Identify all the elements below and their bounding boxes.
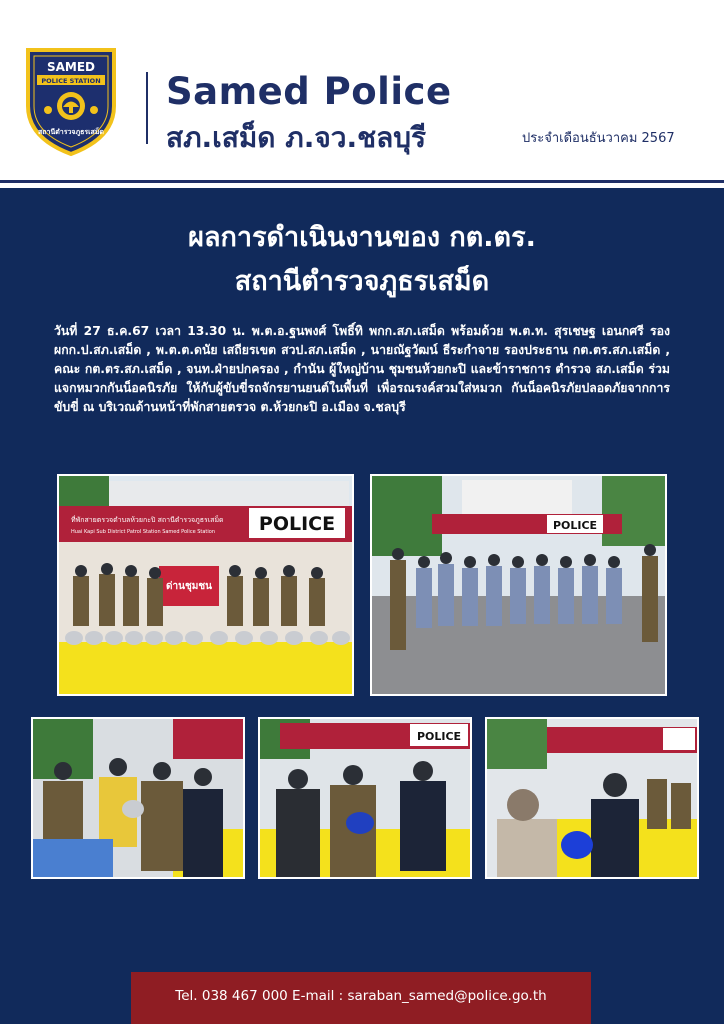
- header-divider-line: [146, 72, 148, 144]
- headline-line-2: สถานีตำรวจภูธรเสม็ด: [234, 266, 490, 297]
- issue-date: ประจำเดือนธันวาคม 2567: [522, 131, 675, 146]
- contact-info: Tel. 038 467 000 E-mail : saraban_samed@police.go.th: [175, 988, 547, 1004]
- photo-handover-1: [31, 717, 245, 879]
- brand-subtitle: สภ.เสม็ด ภ.จว.ชลบุรี: [166, 121, 427, 154]
- photo-group-front: [57, 474, 354, 696]
- svg-text:POLICE STATION: POLICE STATION: [41, 77, 101, 85]
- svg-text:สถานีตำรวจภูธรเสม็ด: สถานีตำรวจภูธรเสม็ด: [38, 128, 104, 136]
- header-rule: [0, 180, 724, 183]
- headline: [0, 216, 724, 304]
- report-paragraph: วันที่ 27 ธ.ค.67 เวลา 13.30 น. พ.ต.อ.ฐนพงศ์ โพธิ์ทิ พกก.สภ.เสม็ด พร้อมด้วย พ.ต.ท. สุรเชษฐ เอนกศรี รอง ผกก.ป.สภ.เสม็ด , พ.ต.ต.ดนัย เสถียรเขต สวป.สภ.เสม็ด , นายณัฐวัฒน์ ธีระกำจาย รองประธาน กต.ตร.สภ.เสม็ด , คณะ กต.ตร.สภ.เสม็ด , จนท.ฝ่ายปกครอง , กำนัน ผู้ใหญ่บ้าน ชุมชนห้วยกะปิ และข้าราชการ ตำรวจ สภ.เสม็ด ร่วมแจกหมวกกันน็อคนิรภัย ให้กับผู้ขับขี่รถจักรยานยนต์ในพื้นที่ เพื่อรณรงค์สวมใส่หมวก กันน็อคนิรภัยปลอดภัยจากการขับขี่ ณ บริเวณด้านหน้าที่พักสายตรวจ ต.ห้วยกะปิ อ.เมือง จ.ชลบุรี: [54, 324, 670, 414]
- photo-handover-2: [258, 717, 472, 879]
- photo-handover-3: [485, 717, 699, 879]
- page-header: [0, 0, 724, 180]
- samed-police-badge-logo: [22, 44, 120, 158]
- svg-text:POLICE: POLICE: [552, 519, 598, 532]
- svg-text:SAMED: SAMED: [46, 60, 96, 74]
- svg-text:ด่านชุมชน: ด่านชุมชน: [166, 581, 212, 592]
- svg-text:Huai Kapi Sub District Patrol: Huai Kapi Sub District Patrol Station Samed Police Station: [71, 529, 216, 535]
- svg-text:POLICE: POLICE: [416, 730, 462, 743]
- svg-text:ที่พักสายตรวจตำบลห้วยกะปิ สถาน: ที่พักสายตรวจตำบลห้วยกะปิ สถานีตำรวจภูธรเสม็ด: [71, 516, 224, 524]
- svg-text:POLICE: POLICE: [258, 513, 336, 535]
- photo-group-crowd: [370, 474, 667, 696]
- brand-title: Samed Police: [166, 70, 452, 113]
- headline-line-1: ผลการดำเนินงานของ กต.ตร.: [188, 222, 536, 253]
